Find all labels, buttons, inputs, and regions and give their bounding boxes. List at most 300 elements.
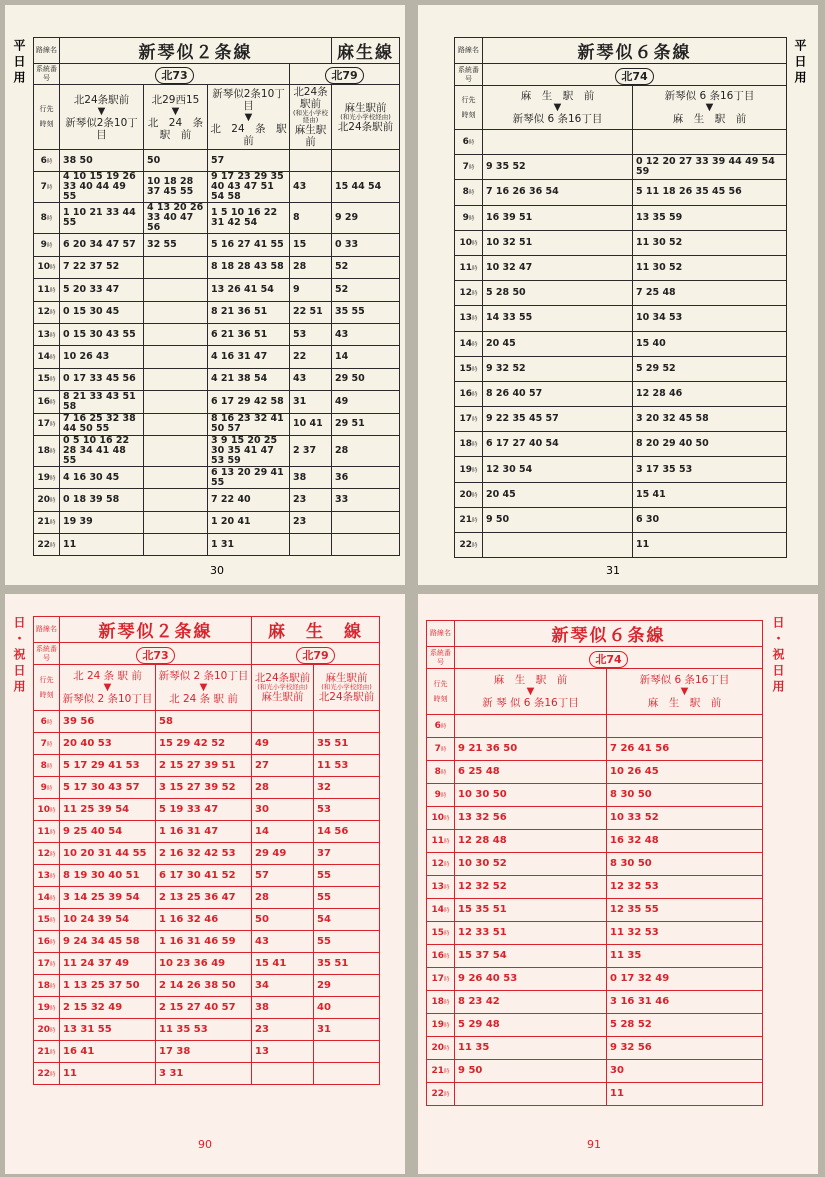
departure-minutes: 8 16 23 32 41 50 57 bbox=[208, 413, 290, 435]
hour-row bbox=[427, 807, 763, 830]
hour-suffix: 時 bbox=[50, 448, 56, 455]
from-stop: 麻 生 駅 前 bbox=[520, 90, 595, 102]
hour-cell bbox=[455, 432, 483, 457]
hour-number: 8 bbox=[434, 767, 441, 777]
destination-cell bbox=[60, 665, 156, 711]
departure-minutes bbox=[483, 130, 633, 155]
route-number-row bbox=[427, 647, 763, 669]
to-stop: 新琴似2条10丁目 bbox=[65, 116, 138, 141]
route-badge: 北74 bbox=[589, 651, 627, 668]
hour-cell bbox=[427, 853, 455, 876]
hour-cell bbox=[455, 130, 483, 155]
from-stop: 新琴似 2 条10丁目 bbox=[158, 670, 249, 682]
departure-minutes: 8 26 40 57 bbox=[483, 381, 633, 406]
departure-minutes: 11 30 52 bbox=[633, 255, 787, 280]
departure-minutes: 16 41 bbox=[60, 1041, 156, 1063]
departure-minutes bbox=[144, 413, 208, 435]
hour-row bbox=[427, 784, 763, 807]
departure-minutes: 5 28 52 bbox=[607, 1014, 763, 1037]
departure-minutes: 55 bbox=[314, 887, 380, 909]
hour-cell bbox=[34, 755, 60, 777]
hour-cell bbox=[455, 281, 483, 306]
to-stop: 新 琴 似 6 条16丁目 bbox=[482, 697, 579, 709]
hour-cell bbox=[427, 761, 455, 784]
hour-row bbox=[34, 413, 400, 435]
hour-number: 9 bbox=[40, 782, 47, 793]
page-number: 30 bbox=[210, 564, 224, 577]
hour-cell bbox=[34, 931, 60, 953]
hour-number: 18 bbox=[37, 445, 50, 456]
departure-minutes: 5 28 50 bbox=[483, 281, 633, 306]
hour-number: 16 bbox=[37, 396, 50, 407]
hour-cell bbox=[455, 356, 483, 381]
hour-cell bbox=[34, 534, 60, 556]
hour-cell bbox=[34, 711, 60, 733]
departure-minutes: 6 13 20 29 41 55 bbox=[208, 466, 290, 488]
departure-minutes: 8 19 30 40 51 bbox=[60, 865, 156, 887]
hour-cell bbox=[34, 234, 60, 256]
departure-minutes bbox=[144, 435, 208, 466]
departure-minutes: 0 17 33 45 56 bbox=[60, 368, 144, 390]
hour-suffix: 時 bbox=[472, 442, 478, 449]
hour-number: 14 bbox=[37, 892, 50, 903]
hour-cell bbox=[34, 953, 60, 975]
day-type-label: 平日用 bbox=[12, 39, 26, 87]
departure-minutes: 29 50 bbox=[332, 368, 400, 390]
hour-suffix: 時 bbox=[444, 1092, 450, 1098]
hour-cell bbox=[455, 507, 483, 532]
hour-cell bbox=[34, 1063, 60, 1085]
hour-suffix: 時 bbox=[50, 355, 56, 362]
timetable-page-31 bbox=[418, 5, 818, 585]
departure-minutes bbox=[144, 511, 208, 533]
from-stop: 北 24 条 駅 前 bbox=[73, 670, 142, 682]
departure-minutes: 14 bbox=[332, 346, 400, 368]
hour-suffix: 時 bbox=[440, 724, 447, 730]
hour-number: 22 bbox=[37, 539, 50, 550]
departure-minutes: 2 13 25 36 47 bbox=[156, 887, 252, 909]
departure-minutes: 33 bbox=[332, 489, 400, 511]
route-header-label: 系統番号 bbox=[34, 64, 60, 85]
hour-row bbox=[34, 953, 380, 975]
hour-suffix: 時 bbox=[46, 741, 53, 748]
hour-number: 21 bbox=[459, 514, 472, 525]
departure-minutes: 43 bbox=[290, 172, 332, 203]
hour-number: 20 bbox=[431, 1043, 444, 1053]
hour-row bbox=[427, 1014, 763, 1037]
departure-minutes: 27 bbox=[252, 755, 314, 777]
line-name-row bbox=[34, 617, 380, 643]
hour-number: 14 bbox=[431, 905, 444, 915]
departure-minutes: 4 10 15 19 26 33 40 44 49 55 bbox=[60, 172, 144, 203]
departure-minutes: 10 33 52 bbox=[607, 807, 763, 830]
departure-minutes: 55 bbox=[314, 865, 380, 887]
departure-minutes: 23 bbox=[290, 489, 332, 511]
departure-minutes: 57 bbox=[252, 865, 314, 887]
hour-cell bbox=[455, 457, 483, 482]
hour-number: 7 bbox=[40, 182, 47, 193]
hour-number: 17 bbox=[37, 958, 50, 969]
hour-row bbox=[34, 909, 380, 931]
hour-number: 11 bbox=[431, 836, 444, 846]
hour-row bbox=[427, 1037, 763, 1060]
departure-minutes: 8 18 28 43 58 bbox=[208, 256, 290, 278]
departure-minutes: 1 5 10 16 22 31 42 54 bbox=[208, 203, 290, 234]
route-badge: 北74 bbox=[615, 68, 653, 85]
hour-row bbox=[34, 755, 380, 777]
departure-minutes: 7 16 25 32 38 44 50 55 bbox=[60, 413, 144, 435]
departure-minutes: 0 5 10 16 22 28 34 41 48 55 bbox=[60, 435, 144, 466]
departure-minutes: 2 14 26 38 50 bbox=[156, 975, 252, 997]
destination-row bbox=[34, 85, 400, 150]
departure-minutes: 23 bbox=[290, 511, 332, 533]
departure-minutes: 28 bbox=[332, 435, 400, 466]
via-note: (和光小学校経由) bbox=[257, 683, 308, 691]
departure-minutes bbox=[144, 368, 208, 390]
to-stop: 麻生駅前 bbox=[294, 124, 327, 148]
departure-minutes: 0 12 20 27 33 39 44 49 54 59 bbox=[633, 155, 787, 180]
departure-minutes bbox=[332, 150, 400, 172]
departure-minutes: 4 16 30 45 bbox=[60, 466, 144, 488]
hour-number: 8 bbox=[40, 213, 47, 224]
hour-cell bbox=[455, 482, 483, 507]
dest-header-label: 行先 bbox=[461, 95, 476, 104]
hour-suffix: 時 bbox=[50, 332, 56, 339]
hour-row bbox=[34, 203, 400, 234]
departure-minutes: 9 17 23 29 35 40 43 47 51 54 58 bbox=[208, 172, 290, 203]
departure-minutes: 3 17 35 53 bbox=[633, 457, 787, 482]
departure-minutes: 3 9 15 20 25 30 35 41 47 53 59 bbox=[208, 435, 290, 466]
hour-suffix: 時 bbox=[46, 719, 53, 726]
hour-cell bbox=[34, 489, 60, 511]
hour-suffix: 時 bbox=[444, 862, 450, 868]
departure-minutes bbox=[483, 533, 633, 558]
destination-row bbox=[455, 86, 787, 130]
hour-row bbox=[455, 331, 787, 356]
hour-row bbox=[455, 255, 787, 280]
hour-cell bbox=[427, 807, 455, 830]
hour-row bbox=[455, 533, 787, 558]
departure-minutes: 14 bbox=[252, 821, 314, 843]
hour-suffix: 時 bbox=[50, 377, 56, 384]
hour-number: 19 bbox=[459, 464, 472, 475]
destination-cell bbox=[208, 85, 298, 150]
hour-cell bbox=[455, 205, 483, 230]
departure-minutes: 0 15 30 45 bbox=[60, 301, 144, 323]
departure-minutes: 1 20 41 bbox=[208, 511, 290, 533]
departure-minutes: 14 56 bbox=[314, 821, 380, 843]
hour-cell bbox=[427, 899, 455, 922]
hour-number: 20 bbox=[37, 494, 50, 505]
hour-row bbox=[427, 715, 763, 738]
hour-number: 18 bbox=[431, 997, 444, 1007]
departure-minutes: 13 35 59 bbox=[633, 205, 787, 230]
from-stop: 北24条駅前 bbox=[254, 672, 311, 684]
hour-cell bbox=[427, 830, 455, 853]
hour-suffix: 時 bbox=[440, 770, 447, 776]
departure-minutes: 15 40 bbox=[633, 331, 787, 356]
hour-row bbox=[34, 346, 400, 368]
destination-cell bbox=[633, 86, 787, 130]
hour-row bbox=[455, 180, 787, 205]
time-header-label: 時刻 bbox=[39, 120, 54, 128]
hour-row bbox=[455, 130, 787, 155]
departure-minutes: 11 bbox=[60, 1063, 156, 1085]
hour-row bbox=[427, 761, 763, 784]
hour-suffix: 時 bbox=[472, 517, 478, 524]
departure-minutes: 1 10 21 33 44 55 bbox=[60, 203, 144, 234]
departure-minutes: 15 41 bbox=[252, 953, 314, 975]
departure-minutes: 13 26 41 54 bbox=[208, 279, 290, 301]
hour-number: 15 bbox=[431, 928, 444, 938]
hour-row bbox=[34, 887, 380, 909]
hour-row bbox=[427, 876, 763, 899]
line-header-label: 路線名 bbox=[427, 621, 455, 647]
to-stop: 北 24 条 駅 前 bbox=[169, 693, 238, 705]
hour-row bbox=[427, 738, 763, 761]
departure-minutes: 12 30 54 bbox=[483, 457, 633, 482]
departure-minutes: 11 bbox=[633, 533, 787, 558]
departure-minutes: 57 bbox=[208, 150, 290, 172]
dest-header-label: 行先 bbox=[39, 675, 54, 684]
down-arrow-icon: ▼ bbox=[199, 682, 208, 693]
hour-row bbox=[34, 256, 400, 278]
hour-cell bbox=[34, 1041, 60, 1063]
hour-number: 10 bbox=[459, 237, 472, 248]
destination-cell bbox=[156, 665, 252, 711]
hour-number: 11 bbox=[37, 284, 50, 295]
departure-minutes: 10 23 36 49 bbox=[156, 953, 252, 975]
hour-row bbox=[34, 489, 400, 511]
departure-minutes: 20 45 bbox=[483, 482, 633, 507]
departure-minutes: 15 bbox=[290, 234, 332, 256]
from-stop: 新琴似2条10丁目 bbox=[212, 87, 285, 112]
departure-minutes: 4 13 20 26 33 40 47 56 bbox=[144, 203, 208, 234]
departure-minutes: 5 29 52 bbox=[633, 356, 787, 381]
hour-row bbox=[427, 1083, 763, 1106]
departure-minutes: 15 37 54 bbox=[455, 945, 607, 968]
hour-row bbox=[34, 150, 400, 172]
departure-minutes: 8 30 50 bbox=[607, 853, 763, 876]
departure-minutes: 49 bbox=[252, 733, 314, 755]
departure-minutes: 53 bbox=[314, 799, 380, 821]
departure-minutes bbox=[144, 489, 208, 511]
departure-minutes bbox=[144, 346, 208, 368]
departure-minutes: 2 15 27 39 51 bbox=[156, 755, 252, 777]
departure-minutes: 8 21 33 43 51 58 bbox=[60, 391, 144, 413]
departure-minutes: 14 33 55 bbox=[483, 306, 633, 331]
departure-minutes: 29 bbox=[314, 975, 380, 997]
hour-cell bbox=[34, 368, 60, 390]
departure-minutes: 52 bbox=[332, 279, 400, 301]
hour-row bbox=[34, 234, 400, 256]
hour-suffix: 時 bbox=[472, 543, 478, 550]
departure-minutes: 20 40 53 bbox=[60, 733, 156, 755]
departure-minutes: 2 37 bbox=[290, 435, 332, 466]
hour-suffix: 時 bbox=[50, 829, 56, 836]
to-stop: 麻生駅前 bbox=[261, 691, 304, 703]
departure-minutes bbox=[144, 391, 208, 413]
hour-suffix: 時 bbox=[444, 1069, 450, 1075]
departure-minutes: 11 30 52 bbox=[633, 230, 787, 255]
hour-row bbox=[34, 843, 380, 865]
hour-cell bbox=[427, 784, 455, 807]
hour-suffix: 時 bbox=[50, 1071, 56, 1078]
line-name: 新琴似２条線 bbox=[60, 617, 252, 643]
page-number: 90 bbox=[198, 1138, 212, 1151]
hour-number: 20 bbox=[459, 489, 472, 500]
hour-suffix: 時 bbox=[472, 391, 478, 398]
route-badge: 北79 bbox=[296, 647, 334, 664]
departure-minutes: 15 41 bbox=[633, 482, 787, 507]
hour-suffix: 時 bbox=[50, 1005, 56, 1012]
hour-number: 12 bbox=[37, 307, 50, 318]
departure-minutes: 11 24 37 49 bbox=[60, 953, 156, 975]
departure-minutes: 12 35 55 bbox=[607, 899, 763, 922]
line-header-label: 路線名 bbox=[34, 617, 60, 643]
from-stop: 新琴似 6 条16丁目 bbox=[639, 674, 730, 686]
dest-header-label: 行先 bbox=[433, 679, 448, 688]
hour-row bbox=[427, 830, 763, 853]
hour-row bbox=[427, 991, 763, 1014]
departure-minutes bbox=[633, 130, 787, 155]
route-badge: 北79 bbox=[325, 67, 363, 84]
departure-minutes: 3 16 31 46 bbox=[607, 991, 763, 1014]
dest-time-header bbox=[34, 665, 60, 711]
timetable-grid bbox=[454, 37, 787, 558]
line-name-row bbox=[34, 38, 400, 64]
hour-number: 11 bbox=[459, 263, 472, 274]
hour-suffix: 時 bbox=[472, 492, 478, 499]
departure-minutes bbox=[314, 1063, 380, 1085]
time-header-label: 時刻 bbox=[433, 694, 448, 703]
departure-minutes: 6 21 36 51 bbox=[208, 323, 290, 345]
departure-minutes: 4 21 38 54 bbox=[208, 368, 290, 390]
departure-minutes: 9 50 bbox=[483, 507, 633, 532]
hour-number: 13 bbox=[459, 313, 472, 324]
departure-minutes: 10 26 45 bbox=[607, 761, 763, 784]
line-name: 麻 生 線 bbox=[252, 617, 380, 643]
hour-cell bbox=[427, 1037, 455, 1060]
hour-cell bbox=[427, 991, 455, 1014]
hour-suffix: 時 bbox=[46, 243, 53, 250]
hour-suffix: 時 bbox=[472, 316, 478, 323]
route-cell bbox=[60, 643, 252, 665]
hour-cell bbox=[427, 715, 455, 738]
hour-suffix: 時 bbox=[468, 190, 475, 197]
hour-suffix: 時 bbox=[472, 266, 478, 273]
departure-minutes: 6 17 30 41 52 bbox=[156, 865, 252, 887]
destination-cell bbox=[483, 86, 633, 130]
hour-cell bbox=[34, 909, 60, 931]
departure-minutes: 10 32 51 bbox=[483, 230, 633, 255]
departure-minutes: 29 49 bbox=[252, 843, 314, 865]
departure-minutes: 31 bbox=[290, 391, 332, 413]
hour-number: 7 bbox=[462, 162, 469, 173]
hour-suffix: 時 bbox=[50, 287, 56, 294]
hour-suffix: 時 bbox=[50, 873, 56, 880]
hour-number: 8 bbox=[40, 760, 47, 771]
destination-cell bbox=[252, 665, 314, 711]
hour-suffix: 時 bbox=[440, 793, 447, 799]
hour-row bbox=[455, 407, 787, 432]
hour-cell bbox=[34, 799, 60, 821]
route-header-label: 系統番号 bbox=[34, 643, 60, 665]
departure-minutes bbox=[314, 711, 380, 733]
hour-number: 13 bbox=[37, 329, 50, 340]
route-cell bbox=[252, 643, 380, 665]
departure-minutes: 7 25 48 bbox=[633, 281, 787, 306]
hour-row bbox=[455, 306, 787, 331]
departure-minutes: 1 16 31 46 59 bbox=[156, 931, 252, 953]
hour-cell bbox=[34, 256, 60, 278]
hour-suffix: 時 bbox=[444, 977, 450, 983]
hour-suffix: 時 bbox=[50, 310, 56, 317]
departure-minutes bbox=[607, 715, 763, 738]
hour-row bbox=[455, 482, 787, 507]
departure-minutes: 9 bbox=[290, 279, 332, 301]
hour-cell bbox=[455, 180, 483, 205]
line-name: 新琴似６条線 bbox=[455, 621, 763, 647]
hour-number: 22 bbox=[459, 540, 472, 551]
hour-number: 21 bbox=[431, 1066, 444, 1076]
hour-number: 9 bbox=[40, 240, 47, 251]
hour-row bbox=[34, 279, 400, 301]
destination-cell bbox=[314, 665, 380, 711]
departure-minutes: 10 32 47 bbox=[483, 255, 633, 280]
departure-minutes: 3 14 25 39 54 bbox=[60, 887, 156, 909]
timetable-page-91 bbox=[418, 594, 818, 1174]
hour-number: 15 bbox=[37, 374, 50, 385]
departure-minutes: 9 24 34 45 58 bbox=[60, 931, 156, 953]
hour-row bbox=[34, 997, 380, 1019]
departure-minutes bbox=[144, 534, 208, 556]
hour-number: 19 bbox=[37, 472, 50, 483]
hour-number: 10 bbox=[431, 813, 444, 823]
route-number-row bbox=[34, 643, 380, 665]
departure-minutes bbox=[332, 534, 400, 556]
hour-cell bbox=[455, 407, 483, 432]
departure-minutes: 2 15 32 49 bbox=[60, 997, 156, 1019]
via-note: (和光小学校経由) bbox=[292, 109, 329, 124]
hour-suffix: 時 bbox=[444, 885, 450, 891]
hour-number: 6 bbox=[462, 137, 469, 148]
hour-suffix: 時 bbox=[468, 165, 475, 172]
departure-minutes: 12 28 48 bbox=[455, 830, 607, 853]
departure-minutes: 4 16 31 47 bbox=[208, 346, 290, 368]
hour-suffix: 時 bbox=[50, 851, 56, 858]
hour-number: 8 bbox=[462, 187, 469, 198]
hour-cell bbox=[34, 887, 60, 909]
hour-suffix: 時 bbox=[50, 265, 56, 272]
hour-row bbox=[455, 205, 787, 230]
hour-row bbox=[34, 733, 380, 755]
departure-minutes: 28 bbox=[252, 777, 314, 799]
departure-minutes: 23 bbox=[252, 1019, 314, 1041]
hour-cell bbox=[455, 331, 483, 356]
hour-suffix: 時 bbox=[50, 475, 56, 482]
to-stop: 北24条駅前 bbox=[337, 120, 394, 133]
hour-row bbox=[34, 865, 380, 887]
hour-cell bbox=[34, 323, 60, 345]
route-badge: 北73 bbox=[136, 647, 174, 664]
departure-minutes: 5 19 33 47 bbox=[156, 799, 252, 821]
to-stop: 新琴似 6 条16丁目 bbox=[512, 113, 603, 125]
hour-row bbox=[34, 301, 400, 323]
hour-suffix: 時 bbox=[46, 158, 53, 165]
route-number-row bbox=[455, 64, 787, 86]
hour-number: 12 bbox=[431, 859, 444, 869]
